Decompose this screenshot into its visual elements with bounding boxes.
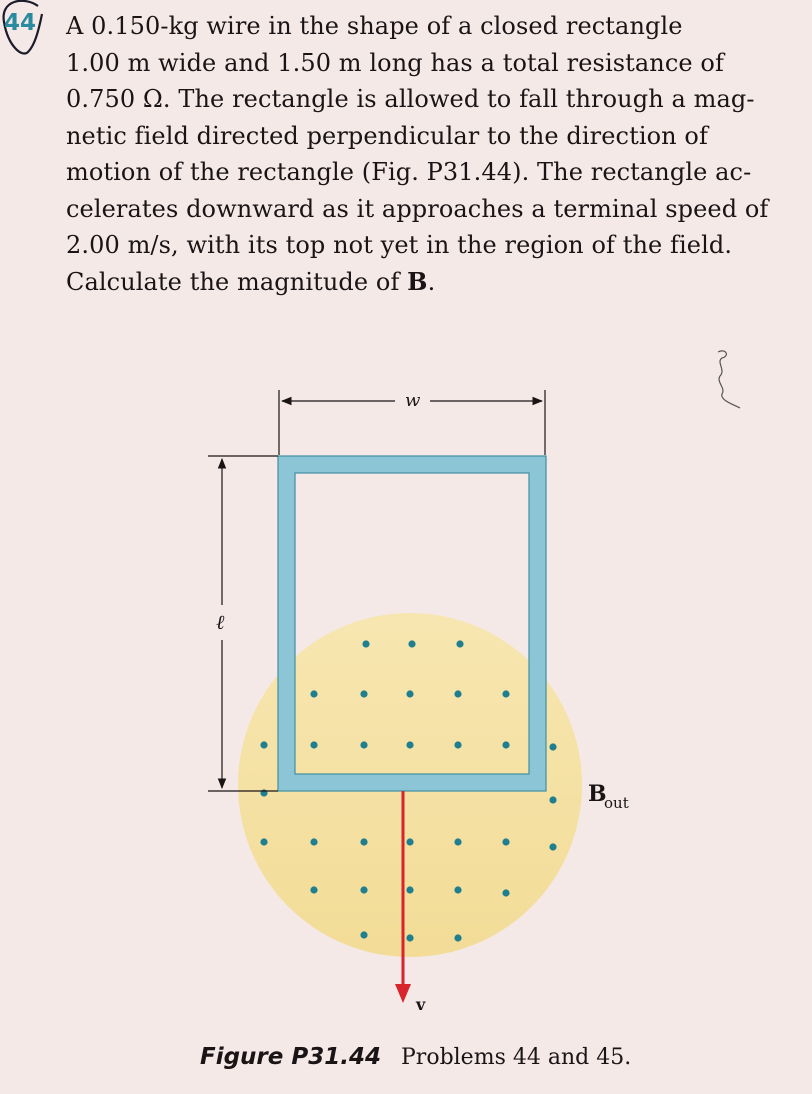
problem-line: 2.00 m/s, with its top not yet in the region of the field. [66,231,733,259]
field-label-b: B [588,781,607,807]
problem-line: netic field directed perpendicular to the direction of [66,121,708,150]
field-label-out: out [604,794,629,812]
problem-line: 0.750 Ω. The rectangle is allowed to fall through a mag- [66,85,755,113]
velocity-label: v [416,995,426,1014]
problem-last-text: Calculate the magnitude of [66,267,408,296]
problem-number: 44 [4,10,37,36]
problem-line: 1.00 m wide and 1.50 m long has a total resistance of [66,48,724,77]
figure-label: Figure P31.44 [200,1044,381,1070]
velocity-arrowhead [395,984,411,1003]
width-label: w [405,390,421,411]
length-label: ℓ [216,610,225,634]
field-symbol-bold: B [407,266,428,296]
figure-caption [200,1044,631,1070]
caption-text: Problems 44 and 45. [401,1045,632,1070]
problem-line: motion of the rectangle (Fig. P31.44). The rectangle ac- [66,158,752,186]
problem-line: celerates downward as it approaches a terminal speed of [66,194,769,223]
problem-last-period: . [427,267,436,296]
problem-line: A 0.150-kg wire in the shape of a closed rectangle [66,12,683,40]
